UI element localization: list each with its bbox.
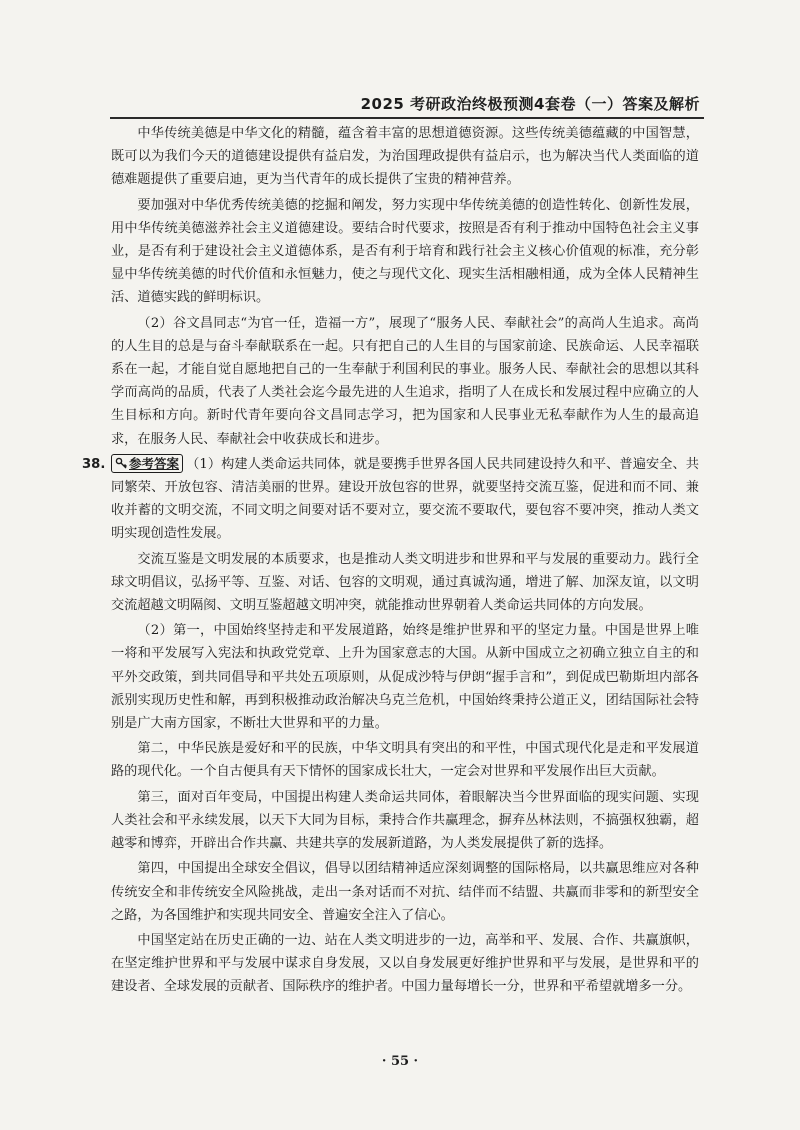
page-number: · 55 · xyxy=(381,1054,419,1069)
paragraph: 第二，中华民族是爱好和平的民族，中华文明具有突出的和平性，中国式现代化是走和平发展道路的现代化。一个自古便具有天下情怀的国家成长壮大，一定会对世界和平发展作出巨大贡献。 xyxy=(111,741,699,780)
paragraph: 第三，面对百年变局，中国提出构建人类命运共同体，着眼解决当今世界面临的现实问题、实现人类社会和平永续发展，以天下大同为目标，秉持合作共赢理念，摒弃丛林法则，不搞强权独霸，超越零和博弈，开辟出合作共赢、共建共享的发展新道路，为人类发展提供了新的选择。 xyxy=(111,789,699,852)
paragraph: 中华传统美德是中华文化的精髓，蕴含着丰富的思想道德资源。这些传统美德蕴藏的中国智慧，既可以为我们今天的道德建设提供有益启发，为治国理政提供有益启示，也为解决当代人类面临的道德难题提供了重要启迪，更为当代青年的成长提供了宝贵的精神营养。 xyxy=(111,126,699,188)
answer-badge xyxy=(111,454,183,473)
paragraph: （1）构建人类命运共同体，就是要携手世界各国人民共同建设持久和平、普遍安全、共同繁荣、开放包容、清洁美丽的世界。建设开放包容的世界，就要坚持交流互鉴，促进和而不同、兼收并蓄的文明交流，不同文明之间要对话不要对立，要交流不要取代，要包容不要冲突，推动人类文明实现创造性发展。 xyxy=(111,456,699,542)
paragraph: 中国坚定站在历史正确的一边、站在人类文明进步的一边，高举和平、发展、合作、共赢旗帜，在坚定维护世界和平与发展中谋求自身发展，又以自身发展更好维护世界和平与发展，是世界和平的建设者、全球发展的贡献者、国际秩序的维护者。中国力量每增长一分，世界和平希望就增多一分。 xyxy=(111,932,699,995)
answer-badge-label: 参考答案 xyxy=(129,455,180,471)
paragraph: 交流互鉴是文明发展的本质要求，也是推动人类文明进步和世界和平与发展的重要动力。践行全球文明倡议，弘扬平等、互鉴、对话、包容的文明观，通过真诚沟通，增进了解、加深友谊，以文明交流超越文明隔阂、文明互鉴超越文明冲突，就能推动世界朝着人类命运共同体的方向发展。 xyxy=(111,551,699,614)
page-header-title: 2025 考研政治终极预测4套卷（一）答案及解析 xyxy=(360,95,700,113)
paragraph: （2）第一，中国始终坚持走和平发展道路，始终是维护世界和平的坚定力量。中国是世界上唯一将和平发展写入宪法和执政党党章、上升为国家意志的大国。从新中国成立之初确立独立自主的和平外交政策，到共同倡导和平共处五项原则，从促成沙特与伊朗“握手言和”，到促成巴勒斯坦内部各派别实现历史性和解，再到积极推动政治解决乌克兰危机，中国始终秉持公道正义，团结国际社会特别是广大南方国家，不断壮大世界和平的力量。 xyxy=(111,623,699,732)
header-divider xyxy=(110,117,704,119)
paragraph: （2）谷文昌同志“为官一任，造福一方”，展现了“服务人民、奉献社会”的高尚人生追求。高尚的人生目的总是与奋斗奉献联系在一起。只有把自己的人生目的与国家前途、民族命运、人民幸福联系在一起，才能自觉自愿地把自己的一生奉献于利国利民的事业。服务人民、奉献社会的思想以其科学而高尚的品质，代表了人类社会迄今最先进的人生追求，指明了人在成长和发展过程中应确立的人生目标和方向。新时代青年要向谷文昌同志学习，把为国家和人民事业无私奉献作为人生的最高追求，在服务人民、奉献社会中收获成长和进步。 xyxy=(111,315,699,447)
question-38-answer xyxy=(82,453,699,546)
answer-content xyxy=(82,122,699,999)
question-number: 38. xyxy=(82,456,106,472)
key-icon xyxy=(115,457,127,469)
paragraph: 第四，中国提出全球安全倡议，倡导以团结精神适应深刻调整的国际格局，以共赢思维应对各种传统安全和非传统安全风险挑战，走出一条对话而不对抗、结伴而不结盟、共赢而非零和的新型安全之路，为各国维护和实现共同安全、普遍安全注入了信心。 xyxy=(111,861,699,923)
paragraph: 要加强对中华优秀传统美德的挖掘和阐发，努力实现中华传统美德的创造性转化、创新性发展，用中华传统美德滋养社会主义道德建设。要结合时代要求，按照是否有利于推动中国特色社会主义事业，是否有利于建设社会主义道德体系，是否有利于培育和践行社会主义核心价值观的标准，充分彰显中华传统美德的时代价值和永恒魅力，使之与现代文化、现实生活相融相通，成为全体人民精神生活、道德实践的鲜明标识。 xyxy=(111,197,699,306)
